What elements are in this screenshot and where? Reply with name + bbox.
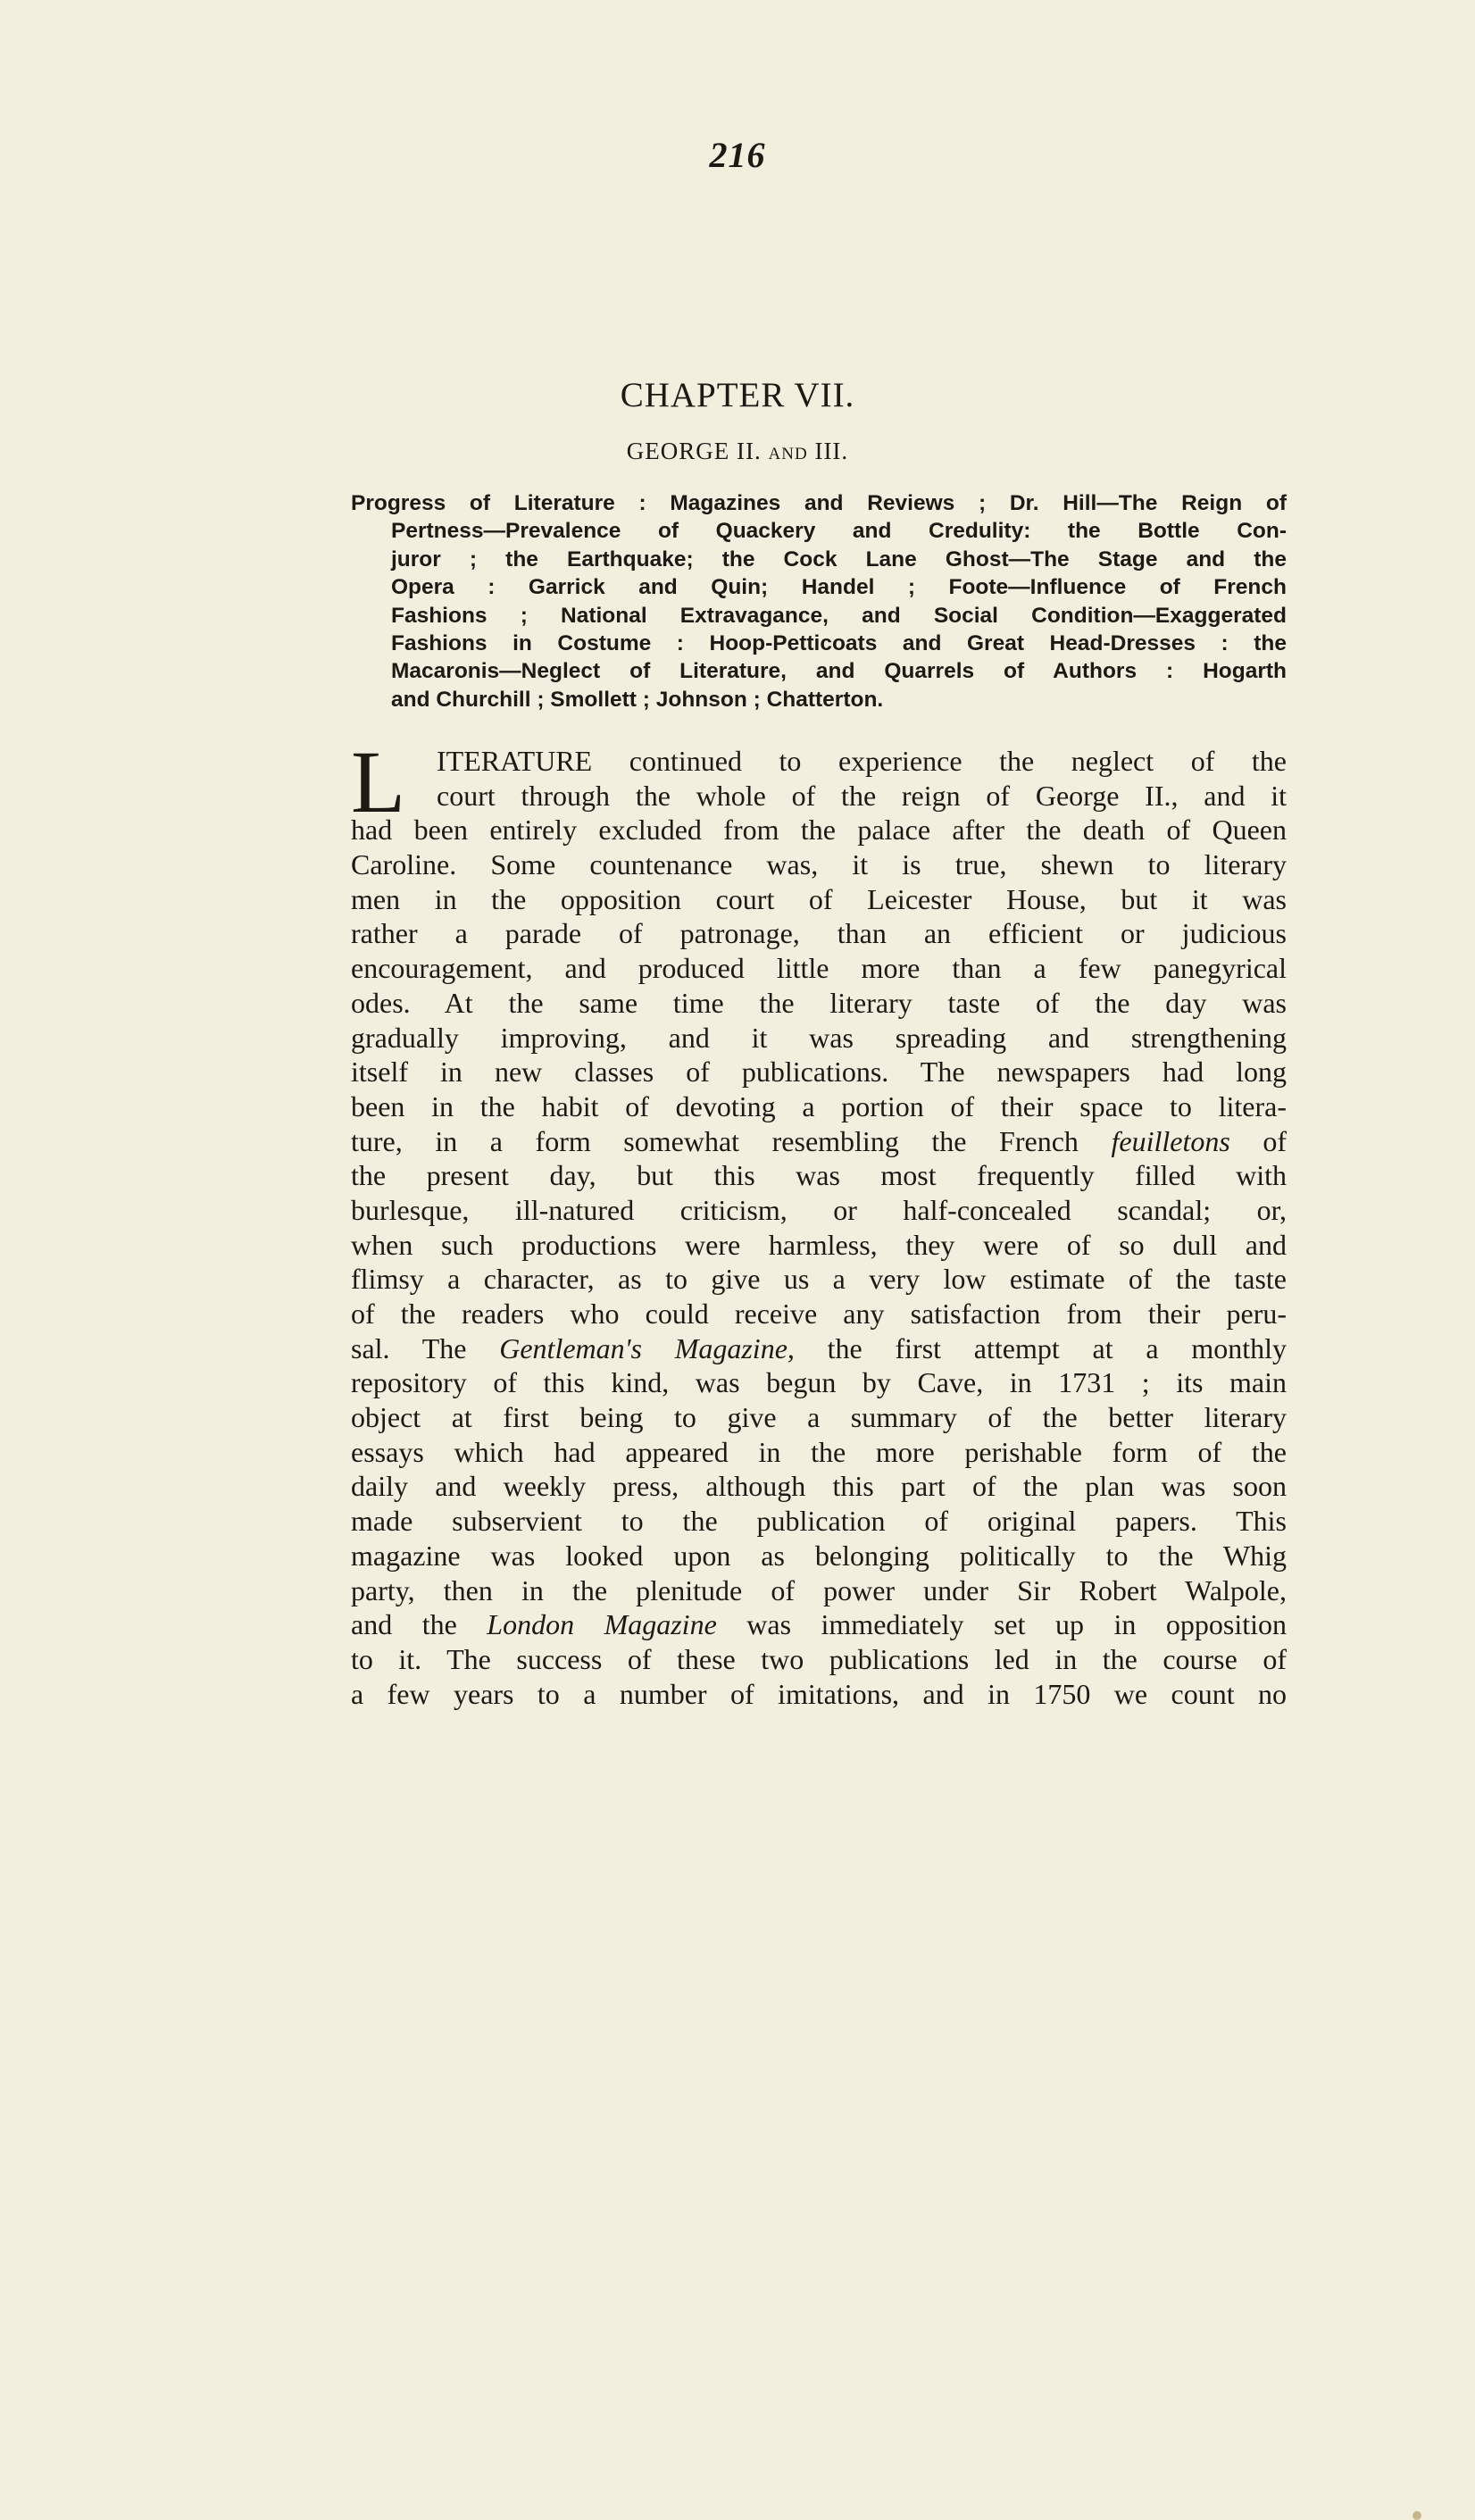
chapter-subtitle-main: GEORGE II. [626,438,769,464]
body-line: a few years to a number of imitations, and in 1750 we count no [351,1677,1287,1710]
body-line: gradually improving, and it was spreading and strengthening [351,1021,1287,1054]
body-line: ITERATURE continued to experience the neglect of the [437,745,1287,777]
page-number: 216 [709,135,766,175]
chapter-subtitle-end: III. [807,438,849,464]
body-text-run: sal. The [351,1331,500,1364]
body-line: flimsy a character, as to give us a very low estimate of the taste [351,1263,1287,1296]
body-line: object at first being to give a summary of the better literary [351,1401,1287,1434]
body-line: odes. At the same time the literary taste of the day was [351,986,1287,1019]
ink-smudge [1412,2511,1421,2520]
body-line: party, then in the plenitude of power under Sir Robert Walpole, [351,1573,1287,1606]
body-line [351,1331,1287,1366]
body-text-run: of [1229,1124,1287,1157]
body-text-run: and the [351,1608,488,1641]
synopsis-line: Fashions in Costume : Hoop-Petticoats and Great Head-Dresses : the [391,630,1287,655]
body-line [351,1607,1287,1642]
synopsis-line: Pertness—Prevalence of Quackery and Credulity: the Bottle Con- [391,519,1287,544]
body-line: men in the opposition court of Leicester House, but it was [351,882,1287,915]
body-line: Caroline. Some countenance was, it is true, shewn to literary [351,848,1287,881]
body-text-run: was immediately set up in opposition [716,1608,1287,1641]
body-line: court through the whole of the reign of George II., and it [437,779,1287,812]
body-line: rather a parade of patronage, than an efficient or judicious [351,917,1287,950]
chapter-synopsis [351,489,1287,713]
body-line: daily and weekly press, although this part of the plan was soon [351,1470,1287,1503]
synopsis-line: Opera : Garrick and Quin; Handel ; Foote—Influence of French [391,575,1287,600]
italic-title: Gentleman's Magazine, [499,1331,795,1364]
synopsis-line: and Churchill ; Smollett ; Johnson ; Chatterton. [391,687,884,712]
body-line: had been entirely excluded from the palace after the death of Queen [351,814,1287,847]
italic-title: London Magazine [487,1608,717,1641]
body-paragraph [351,732,1287,1711]
drop-cap: L [351,732,406,831]
body-line: repository of this kind, was begun by Cave, in 1731 ; its main [351,1366,1287,1399]
synopsis-line: Progress of Literature : Magazines and Reviews ; Dr. Hill—The Reign of [351,491,1287,515]
body-line: when such productions were harmless, they were of so dull and [351,1228,1287,1261]
body-line: magazine was looked upon as belonging politically to the Whig [351,1539,1287,1572]
body-line: burlesque, ill-natured criticism, or half-concealed scandal; or, [351,1193,1287,1226]
body-line: to it. The success of these two publications led in the course of [351,1642,1287,1675]
body-line: been in the habit of devoting a portion of their space to litera- [351,1089,1287,1122]
body-text-run: ture, in a form somewhat resembling the French [351,1124,1112,1157]
body-line: the present day, but this was most frequently filled with [351,1159,1287,1192]
body-line: essays which had appeared in the more perishable form of the [351,1435,1287,1468]
body-line [351,1124,1287,1159]
body-line: encouragement, and produced little more than a few panegyrical [351,952,1287,985]
body-line: made subservient to the publication of original papers. This [351,1505,1287,1538]
italic-term: feuilletons [1111,1124,1230,1157]
chapter-title: CHAPTER VII. [620,376,855,414]
body-line: of the readers who could receive any satisfaction from their peru- [351,1298,1287,1330]
body-line: itself in new classes of publications. The newspapers had long [351,1056,1287,1089]
synopsis-line: Macaronis—Neglect of Literature, and Quarrels of Authors : Hogarth [391,659,1287,684]
synopsis-line: juror ; the Earthquake; the Cock Lane Ghost—The Stage and the [391,547,1287,572]
body-text-run: the first attempt at a monthly [794,1331,1287,1364]
synopsis-line: Fashions ; National Extravagance, and Social Condition—Exaggerated [391,603,1287,628]
chapter-subtitle [0,438,1475,465]
chapter-subtitle-and: AND [768,445,808,463]
